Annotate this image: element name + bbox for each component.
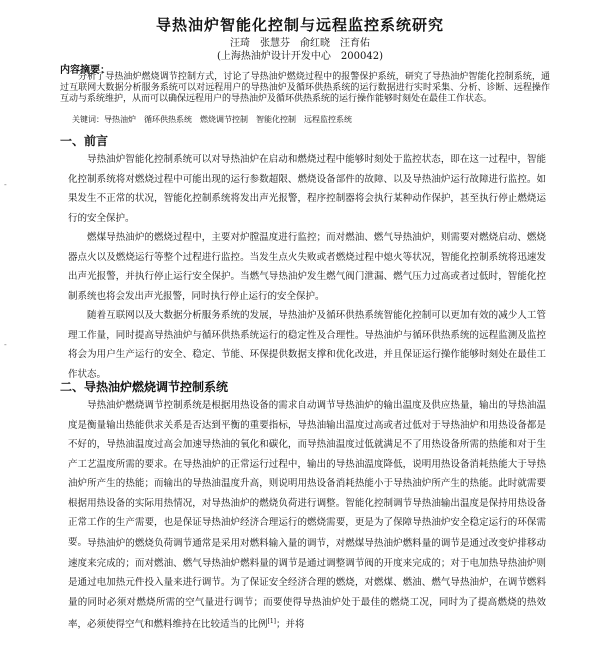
paragraph-tail: ；并将 <box>276 619 305 631</box>
section-heading-combustion: 二、导热油炉燃烧调节控制系统 <box>60 380 229 394</box>
paragraph: 导热油炉智能化控制系统可以对导热油炉在启动和燃烧过程中能够时刻处于监控状态，即在这一过程中，智能化控制系统将对燃烧过程中可能出现的运行参数超限、燃烧设备部件的故障、以及导热油炉运行故障进行监控。如果发生不正常的状况，智能化控制系统将发出声光报警，程序控制器将会执行某种动作保护，甚至执行停止燃烧运行的安全保护。 <box>68 154 546 224</box>
keywords: 关键词：导热油炉 循环供热系统 燃烧调节控制 智能化控制 远程监控系统 <box>72 115 352 124</box>
margin-mark: - <box>4 340 7 349</box>
abstract-label: 内容摘要： <box>60 65 110 76</box>
affiliation: (上海热油炉设计开发中心 200042) <box>217 51 383 62</box>
paragraph: 导热油炉燃烧调节控制系统是根据用热设备的需求自动调节导热油炉的输出温度及供应热量，输出的导热油温度是衡量输出热能供求关系是否达到平衡的重要指标，导热油输出温度过高或者过低对于导热油炉和用热设备都是不好的，导热油温度过高会加速导热油的氧化和碳化，而导热油温度过低就满足不了用热设备所需的热能和对于生产工艺温度所需的要求。在导热油炉的正常运行过程中，输出的导热油温度降低，说明用热设备消耗热能大于导热油炉所产生的热能；而输出的导热油温度升高，则说明用热设备消耗热能小于导热油炉所产生的热能。此时就需要根据用热设备的实际用热情况，对导热油炉的燃烧负荷进行调整。智能化控制调节导热油输出温度是保持用热设备正常工作的生产需要，也是保证导热油炉经济合理运行的燃烧需要，更是为了保障导热油炉安全稳定运行的环保需要。 <box>68 400 546 548</box>
paragraph-text: 导热油炉的燃烧负荷调节通常是采用对燃料输入量的调节，对燃煤导热油炉燃料量的调节是通过改变炉排移动速度来完成的；而对燃油、燃气导热油炉燃料量的调节是通过调整调节阀的开度来完成的；对于电加热导热油炉则是通过电加热元件投入量来进行调节。为了保证安全经济合理的燃烧，对燃煤、燃油、燃气导热油炉，在调节燃料量的同时必须对燃烧所需的空气量进行调节；而要使得导热油炉处于最佳的燃烧工况，同时为了提高燃烧的热效率，必须使得空气和燃料维持在比较适当的比例 <box>68 538 546 631</box>
author-list: 汪琦 张慧芬 俞红晓 汪育佑 <box>230 38 370 49</box>
citation-marker: [1] <box>267 618 277 625</box>
abstract-text: 分析了导热油炉燃烧调节控制方式，讨论了导热油炉燃烧过程中的报警保护系统，研究了导热油炉智能化控制系统，通过互联网大数据分析服务系统可以对远程用户的导热油炉及循环供热系统的运行数据进行实时采集、分析、诊断、远程操作互动与系统维护，从而可以确保远程用户的导热油炉及循环供热系统的运行操作能够时刻处在最佳工作状态。 <box>60 72 550 104</box>
paragraph: 燃煤导热油炉的燃烧过程中，主要对炉膛温度进行监控；而对燃油、燃气导热油炉，则需要对燃烧启动、燃烧器点火以及燃烧运行等整个过程进行监控。当发生点火失败或者燃烧过程中熄火等状况，智能化控制系统将迅速发出声光报警，并执行停止运行安全保护。当燃气导热油炉发生燃气阀门泄漏、燃气压力过高或者过低时，智能化控制系统也将会发出声光报警，同时执行停止运行的安全保护。 <box>68 232 546 302</box>
paper-title: 导热油炉智能化控制与远程监控系统研究 <box>155 16 444 34</box>
margin-mark: - <box>4 180 7 189</box>
paragraph <box>68 534 546 635</box>
section-heading-intro: 一、前言 <box>60 134 109 148</box>
paragraph: 随着互联网以及大数据分析服务系统的发展，导热油炉及循环供热系统智能化控制可以更加有效的减少人工管理工作量，同时提高导热油炉与循环供热系统运行的稳定性及合理性。导热油炉与循环供热系统的远程监测及监控将会为用户生产运行的安全、稳定、节能、环保提供数据支撑和优化改进，并且保证运行操作能够时刻处在最佳工作状态。 <box>68 310 546 380</box>
